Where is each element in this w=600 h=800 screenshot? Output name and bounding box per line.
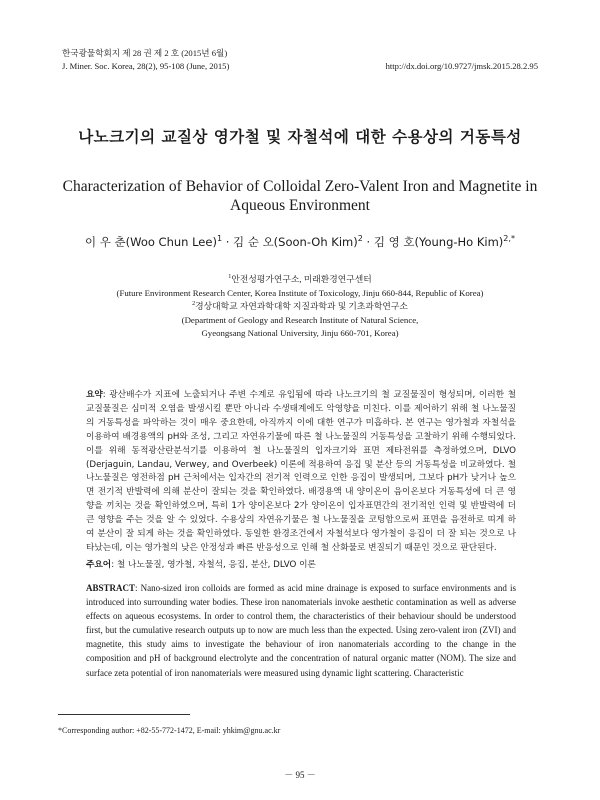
author-3: 김 영 호(Young-Ho Kim) [373,235,504,249]
affiliation-2-english-line1: (Department of Geology and Research Institute of Natural Science, [181,314,419,325]
journal-name-korean: 한국광물학회지 제 28 권 제 2 호 (2015년 6월) [62,48,228,58]
journal-citation: J. Miner. Soc. Korea, 28(2), 95-108 (June, 2015) [62,61,230,71]
title-korean: 나노크기의 교질상 영가철 및 자철석에 대한 수용상의 거동특성 [78,128,522,146]
abstract-english-text: : Nano-sized iron colloids are formed as acid mine drainage is exposed to surface environments and is introduced into surrounding water bodies. These iron nanomaterials invoke aesthetic contamination as well as adverse effects on aqueous ecosystems. In order to control them, the characteristics of their behaviour should be understood first, but the cumulative research outputs up to now are much less than the expected. Using zero-valent iron (ZVI) and magnetite, this study aims to investigate the behaviour of iron nanomaterials according to the change in the composition and pH of background electrolyte and the concentration of natural organic matter (NOM). The size and surface zeta potential of iron nanomaterials were measured using dynamic light scattering. Characteristic [86,583,516,678]
corresponding-author-footnote: *Corresponding author: +82-55-772-1472, E-mail: yhkim@gnu.ac.kr [58,726,281,735]
affiliations [40,273,560,341]
abstract-english-label: ABSTRACT [86,583,136,593]
footnote-divider [58,714,190,715]
page-number: － 95 － [284,770,316,780]
author-2: 김 순 오(Soon-Oh Kim) [233,235,358,249]
abstract-korean-label: 요약 [86,390,103,400]
author-separator: · [222,235,234,249]
keywords-text: : 철 나노물질, 영가철, 자철석, 응집, 분산, DLVO 이론 [111,560,316,570]
author-1: 이 우 춘(Woo Chun Lee) [85,235,217,249]
keywords-label: 주요어 [86,560,112,570]
affiliation-2-english-line2: Gyeongsang National University, Jinju 660-701, Korea) [201,328,399,339]
journal-header [62,47,229,73]
affiliation-1-english: (Future Environment Research Center, Korea Institute of Toxicology, Jinju 660-844, Republic of Korea) [116,287,484,298]
affiliation-1-korean: $^1$안전성평가연구소, 미래환경연구센터 [228,274,372,284]
author-3-affil: 2,* [503,234,515,244]
abstract-korean-text: : 광산배수가 지표에 노출되거나 주변 수계로 유입됨에 따라 나노크기의 철 교질물질이 형성되며, 이러한 철 교질물질은 심미적 오염을 발생시킬 뿐만 아니라 수생태계에도 악영향을 미친다. 이를 제어하기 위해 철 나노물질의 거동특성을 파악하는 것이 매우 중요한데, 아직까지 이에 대한 연구가 미흡하다. 본 연구는 영가철과 자철석을 이용하여 배경용액의 pH와 조성, 그리고 자연유기물에 따른 철 나노물질의 거동특성을 고찰하기 위해 수행되었다. 이를 위해 동적광산란분석기를 이용하여 철 나노물질의 입자크기와 표면 제타전위를 측정하였으며, DLVO (Derjaguin, Landau, Verwey, and Overbeek) 이론에 적용하여 응집 및 분산 등의 거동특성을 비교하였다. 철 나노물질은 영전하점 pH 근처에서는 입자간의 전기적 인력으로 인한 응집이 발생되며, 그보다 pH가 낮거나 높으면 전기적 반발력에 의해 분산이 잘되는 것을 확인하였다. 배경용액 내 양이온이 음이온보다 거동특성에 더 큰 영향을 끼치는 것을 확인하였으며, 특히 1가 양이온보다 2가 양이온이 입자표면간의 전기적인 인력 및 반발력에 더 큰 영향을 주는 것을 알 수 있었다. 수용상의 자연유기물은 철 나노물질을 코팅함으로써 표면을 음전하로 띠게 하여 분산이 잘 되게 하는 것을 확인하였다. 동일한 환경조건에서 자철석보다 영가철이 응집이 더 잘 되는 것으로 나타났는데, 이는 영가철의 낮은 안정성과 빠른 반응성으로 인해 철 산화물로 변질되기 때문인 것으로 판단된다. [86,390,516,553]
author-list [0,234,600,250]
author-separator: · [362,235,374,249]
abstract-korean [86,389,516,556]
keywords-korean [86,559,516,572]
abstract-english [86,581,516,680]
author-1-affil: 1 [216,234,223,244]
doi-link[interactable]: http://dx.doi.org/10.9727/jmsk.2015.28.2.95 [385,61,538,71]
affiliation-2-korean: $^2$경상대학교 자연과학대학 지질과학과 및 기초과학연구소 [192,301,408,312]
author-2-affil: 2 [357,234,363,244]
title-english: Characterization of Behavior of Colloidal Zero-Valent Iron and Magnetite in Aqueous Environment [62,178,538,214]
